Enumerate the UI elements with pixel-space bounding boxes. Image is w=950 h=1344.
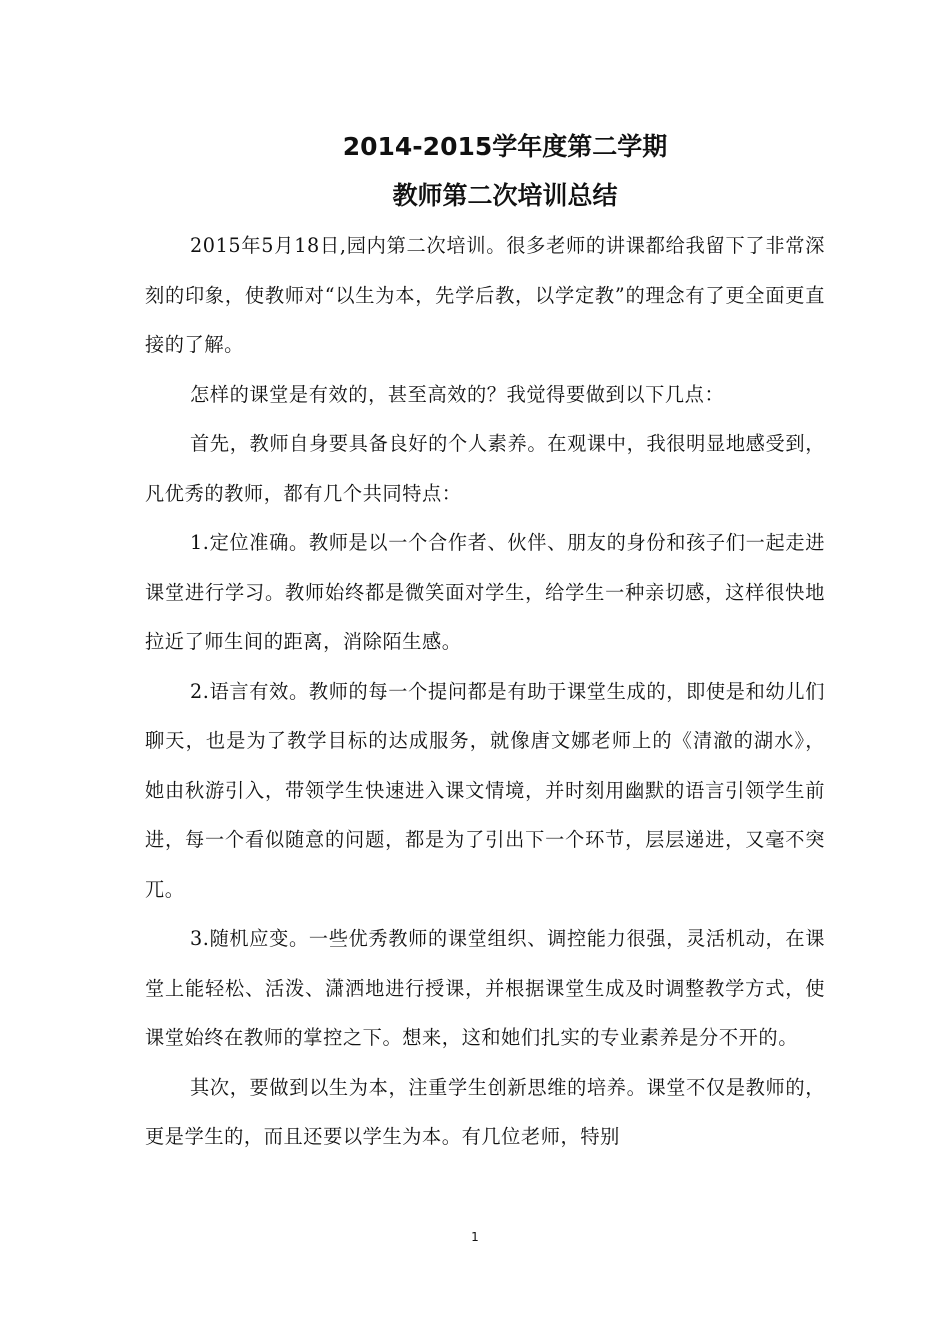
paragraph-item-3: 3.随机应变。一些优秀教师的课堂组织、调控能力很强，灵活机动，在课堂上能轻松、活泼、潇洒地进行授课，并根据课堂生成及时调整教学方式，使课堂始终在教师的掌控之下。想来，这和她们扎实的专业素养是分不开的。	[145, 927, 825, 1049]
paragraph-second-point: 其次，要做到以生为本，注重学生创新思维的培养。课堂不仅是教师的，更是学生的，而且还要以学生为本。有几位老师，特别	[145, 1075, 825, 1148]
paragraph-item-2: 2.语言有效。教师的每一个提问都是有助于课堂生成的，即使是和幼儿们聊天，也是为了教学目标的达成服务，就像唐文娜老师上的《清澈的湖水》，她由秋游引入，带领学生快速进入课文情境，并时刻用幽默的语言引领学生前进，每一个看似随意的问题，都是为了引出下一个环节，层层递进，又毫不突兀。	[145, 679, 825, 901]
document-body	[145, 132, 825, 1162]
paragraph-item-1: 1.定位准确。教师是以一个合作者、伙伴、朋友的身份和孩子们一起走进课堂进行学习。教师始终都是微笑面对学生，给学生一种亲切感，这样很快地拉近了师生间的距离，消除陌生感。	[145, 531, 825, 653]
paragraph-intro: 2015年5月18日,园内第二次培训。很多老师的讲课都给我留下了非常深刻的印象，使教师对“以生为本，先学后教，以学定教”的理念有了更全面更直接的了解。	[145, 234, 825, 356]
document-title-line-1: 2014-2015学年度第二学期	[342, 132, 668, 161]
paragraph-first-point: 首先，教师自身要具备良好的个人素养。在观课中，我很明显地感受到，凡优秀的教师，都有几个共同特点：	[145, 432, 825, 505]
page-number: 1	[471, 1230, 479, 1244]
document-title-line-2: 教师第二次培训总结	[392, 181, 618, 210]
paragraph-question: 怎样的课堂是有效的，甚至高效的？我觉得要做到以下几点：	[190, 382, 725, 406]
